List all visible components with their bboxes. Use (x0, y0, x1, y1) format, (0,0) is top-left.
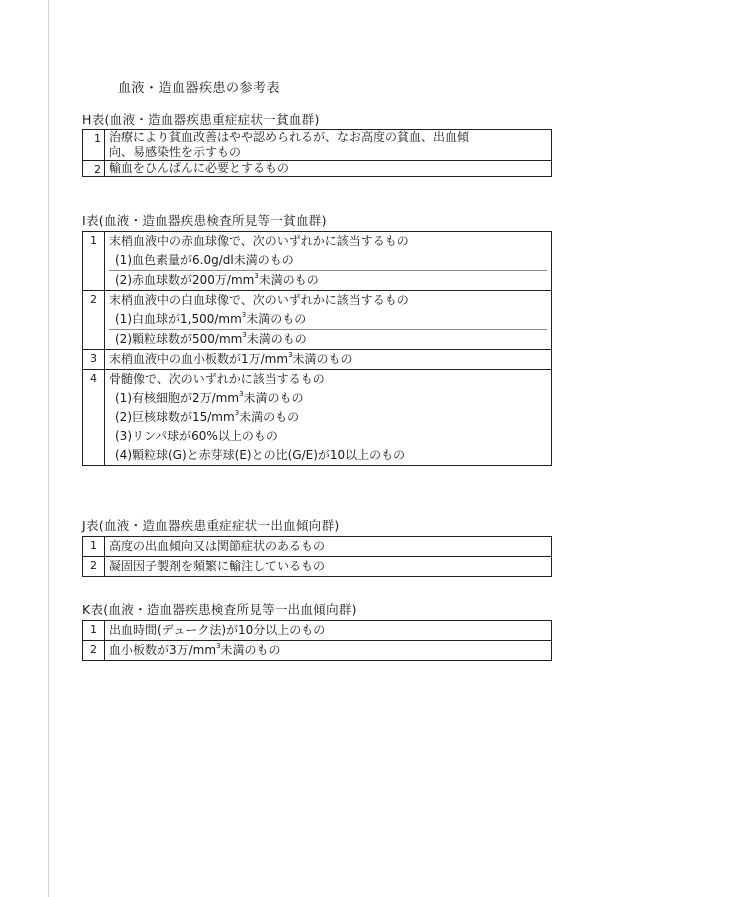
row-text: 輸血をひんぱんに必要とするもの (109, 161, 290, 175)
row-number: 1 (83, 232, 105, 290)
row-number: 3 (83, 350, 105, 369)
row-content (105, 641, 551, 660)
h-table-heading: H表(血液・造血器疾患重症症状一貧血群) (82, 112, 320, 127)
row-content (105, 161, 551, 176)
row-text: 末梢血液中の赤血球像で、次のいずれかに該当するもの (109, 234, 409, 248)
sub-item: (1)白血球が$1,500/mm^3$未満のもの (115, 311, 307, 326)
table-row (83, 130, 551, 160)
sub-item: (1)血色素量が6.0g/dl未満のもの (115, 253, 294, 267)
row-text: 高度の出血傾向又は関節症状のあるもの (109, 539, 326, 553)
row-number: 2 (83, 161, 105, 176)
row-content (105, 537, 551, 556)
h-table (82, 129, 552, 177)
row-number: 4 (83, 370, 105, 465)
document-title: 血液・造血器疾患の参考表 (118, 81, 281, 96)
row-content (105, 370, 551, 465)
row-text: 骨髄像で、次のいずれかに該当するもの (109, 372, 325, 386)
sub-item: (1)有核細胞が2万$/mm^3$未満のもの (115, 390, 304, 405)
row-number: 2 (83, 291, 105, 349)
table-row (83, 537, 551, 556)
sub-item: (2)赤血球数が200万$/mm^3$未満のもの (109, 270, 547, 290)
row-text: 血小板数が3万$/mm^3$未満のもの (109, 642, 281, 657)
row-number: 2 (83, 641, 105, 660)
row-number: 1 (83, 621, 105, 640)
i-table-heading: I表(血液・造血器疾患検査所見等一貧血群) (82, 213, 327, 228)
j-table (82, 536, 552, 577)
row-content (105, 130, 551, 160)
table-row (83, 640, 551, 660)
sub-item: (2)顆粒球数が$500/mm^3$未満のもの (109, 329, 547, 349)
table-row (83, 369, 551, 465)
row-text: 出血時間(デューク法)が10分以上のもの (109, 623, 326, 637)
i-table (82, 231, 552, 466)
table-row (83, 556, 551, 576)
row-number: 2 (83, 557, 105, 576)
row-content (105, 291, 551, 349)
k-table (82, 620, 552, 661)
row-text: 末梢血液中の血小板数が1万$/mm^3$未満のもの (109, 351, 353, 366)
row-content (105, 350, 551, 369)
row-content (105, 232, 551, 290)
row-text: 向、易感染性を示すもの (109, 145, 242, 159)
table-row (83, 290, 551, 349)
j-table-heading: J表(血液・造血器疾患重症症状一出血傾向群) (82, 518, 340, 533)
sub-item: (4)顆粒球(G)と赤芽球(E)との比(G/E)が10以上のもの (115, 448, 406, 462)
table-row (83, 160, 551, 176)
row-number: 1 (83, 537, 105, 556)
table-row (83, 232, 551, 290)
row-content (105, 621, 551, 640)
row-text: 治療により貧血改善はやや認められるが、なお高度の貧血、出血傾 (109, 130, 470, 144)
row-text: 末梢血液中の白血球像で、次のいずれかに該当するもの (109, 293, 409, 307)
sub-item: (3)リンパ球が60%以上のもの (115, 429, 278, 443)
row-content (105, 557, 551, 576)
k-table-heading: K表(血液・造血器疾患検査所見等一出血傾向群) (82, 602, 357, 617)
row-number: 1 (83, 130, 105, 160)
row-text: 凝固因子製剤を頻繁に輸注しているもの (109, 559, 326, 573)
table-row (83, 349, 551, 369)
table-row (83, 621, 551, 640)
sub-item: (2)巨核球数が$15/mm^3$未満のもの (115, 409, 300, 424)
